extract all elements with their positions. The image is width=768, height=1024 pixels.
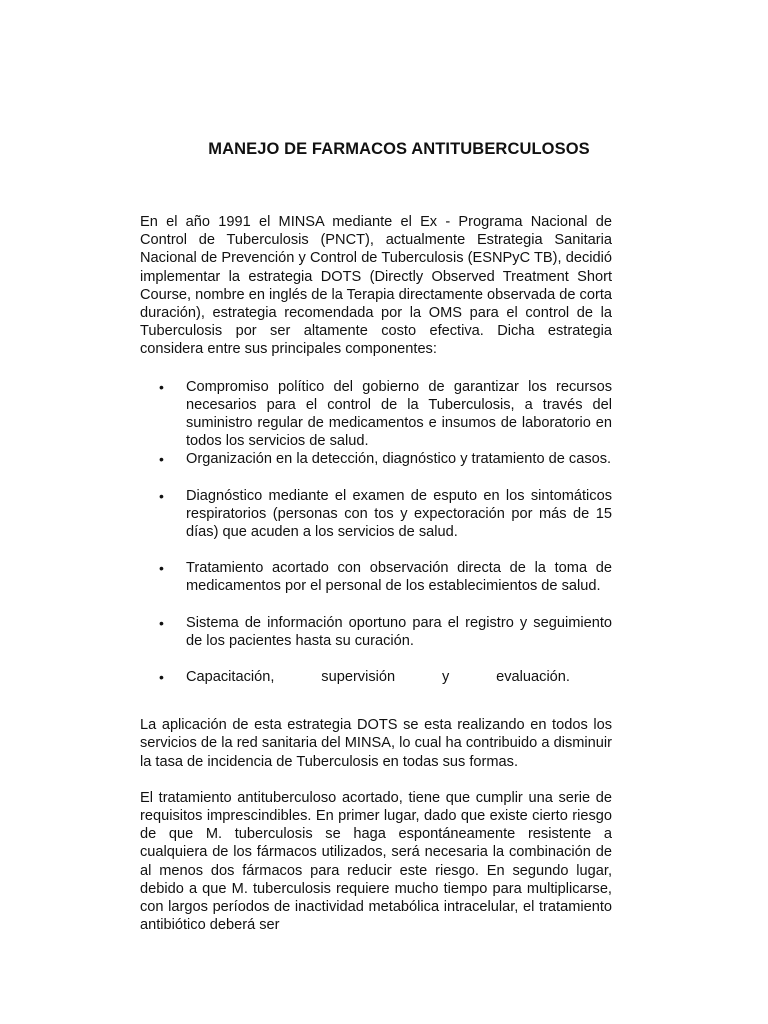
bullet-icon: •: [159, 669, 164, 686]
list-item: [140, 559, 612, 595]
document-body: [140, 213, 612, 935]
list-item-text: Organización en la detección, diagnóstico y tratamiento de casos.: [186, 451, 612, 468]
word: supervisión: [321, 669, 396, 686]
bullet-icon: •: [159, 378, 164, 395]
word: evaluación.: [496, 669, 570, 686]
list-item: [140, 614, 612, 650]
dots-paragraph: La aplicación de esta estrategia DOTS se esta realizando en todos los servicios de la red sanitaria del MINSA, lo cual ha contribuido a disminuir la tasa de incidencia de Tuberculosis en todas sus formas.: [140, 717, 612, 770]
document-title: MANEJO DE FARMACOS ANTITUBERCULOSOS: [208, 140, 590, 158]
list-item-text: Sistema de información oportuno para el registro y seguimiento de los pacientes hasta su curación.: [186, 614, 612, 649]
word: Capacitación,: [186, 669, 275, 686]
list-item: [140, 450, 612, 468]
list-item-text: Diagnóstico mediante el examen de esputo en los sintomáticos respiratorios (personas con tos y expectoración por más de 15 días) que acuden a los servicios de salud.: [186, 487, 612, 541]
bullet-icon: •: [159, 560, 164, 577]
list-item: [140, 378, 612, 451]
list-item: [140, 668, 612, 686]
treatment-paragraph: El tratamiento antituberculoso acortado, tiene que cumplir una serie de requisitos imprescindibles. En primer lugar, dado que existe cierto riesgo de que M. tuberculosis se haga espontáneamente resistente a cualquiera de los fármacos utilizados, será necesaria la combinación de al menos dos fármacos para reducir este riesgo. En segundo lugar, debido a que M. tuberculosis requiere mucho tiempo para multiplicarse, con largos períodos de inactividad metabólica intracelular, el tratamiento antibiótico deberá ser: [140, 789, 612, 934]
bullet-icon: •: [159, 451, 164, 468]
list-item-text: Tratamiento acortado con observación directa de la toma de medicamentos por el personal de los establecimientos de salud.: [186, 560, 612, 595]
intro-paragraph: En el año 1991 el MINSA mediante el Ex - Programa Nacional de Control de Tuberculosis (PNCT), actualmente Estrategia Sanitaria Nacional de Prevención y Control de Tuberculosis (ESNPyC TB), decidió implementar la estrategia DOTS (Directly Observed Treatment Short Course, nombre en inglés de la Terapia directamente observada de corta duración), estrategia recomendada por la OMS para el control de la Tuberculosis por ser altamente costo efectiva. Dicha estrategia considera entre sus principales componentes:: [140, 214, 612, 358]
word: y: [441, 669, 450, 686]
components-list: [140, 378, 612, 687]
list-item-text: Compromiso político del gobierno de garantizar los recursos necesarios para el control de la Tuberculosis, a través del suministro regular de medicamentos e insumos de laboratorio en todos los servicios de salud.: [186, 378, 612, 450]
list-item: [140, 487, 612, 542]
bullet-icon: •: [159, 614, 164, 631]
list-item-text: [186, 668, 570, 686]
bullet-icon: •: [159, 487, 164, 504]
